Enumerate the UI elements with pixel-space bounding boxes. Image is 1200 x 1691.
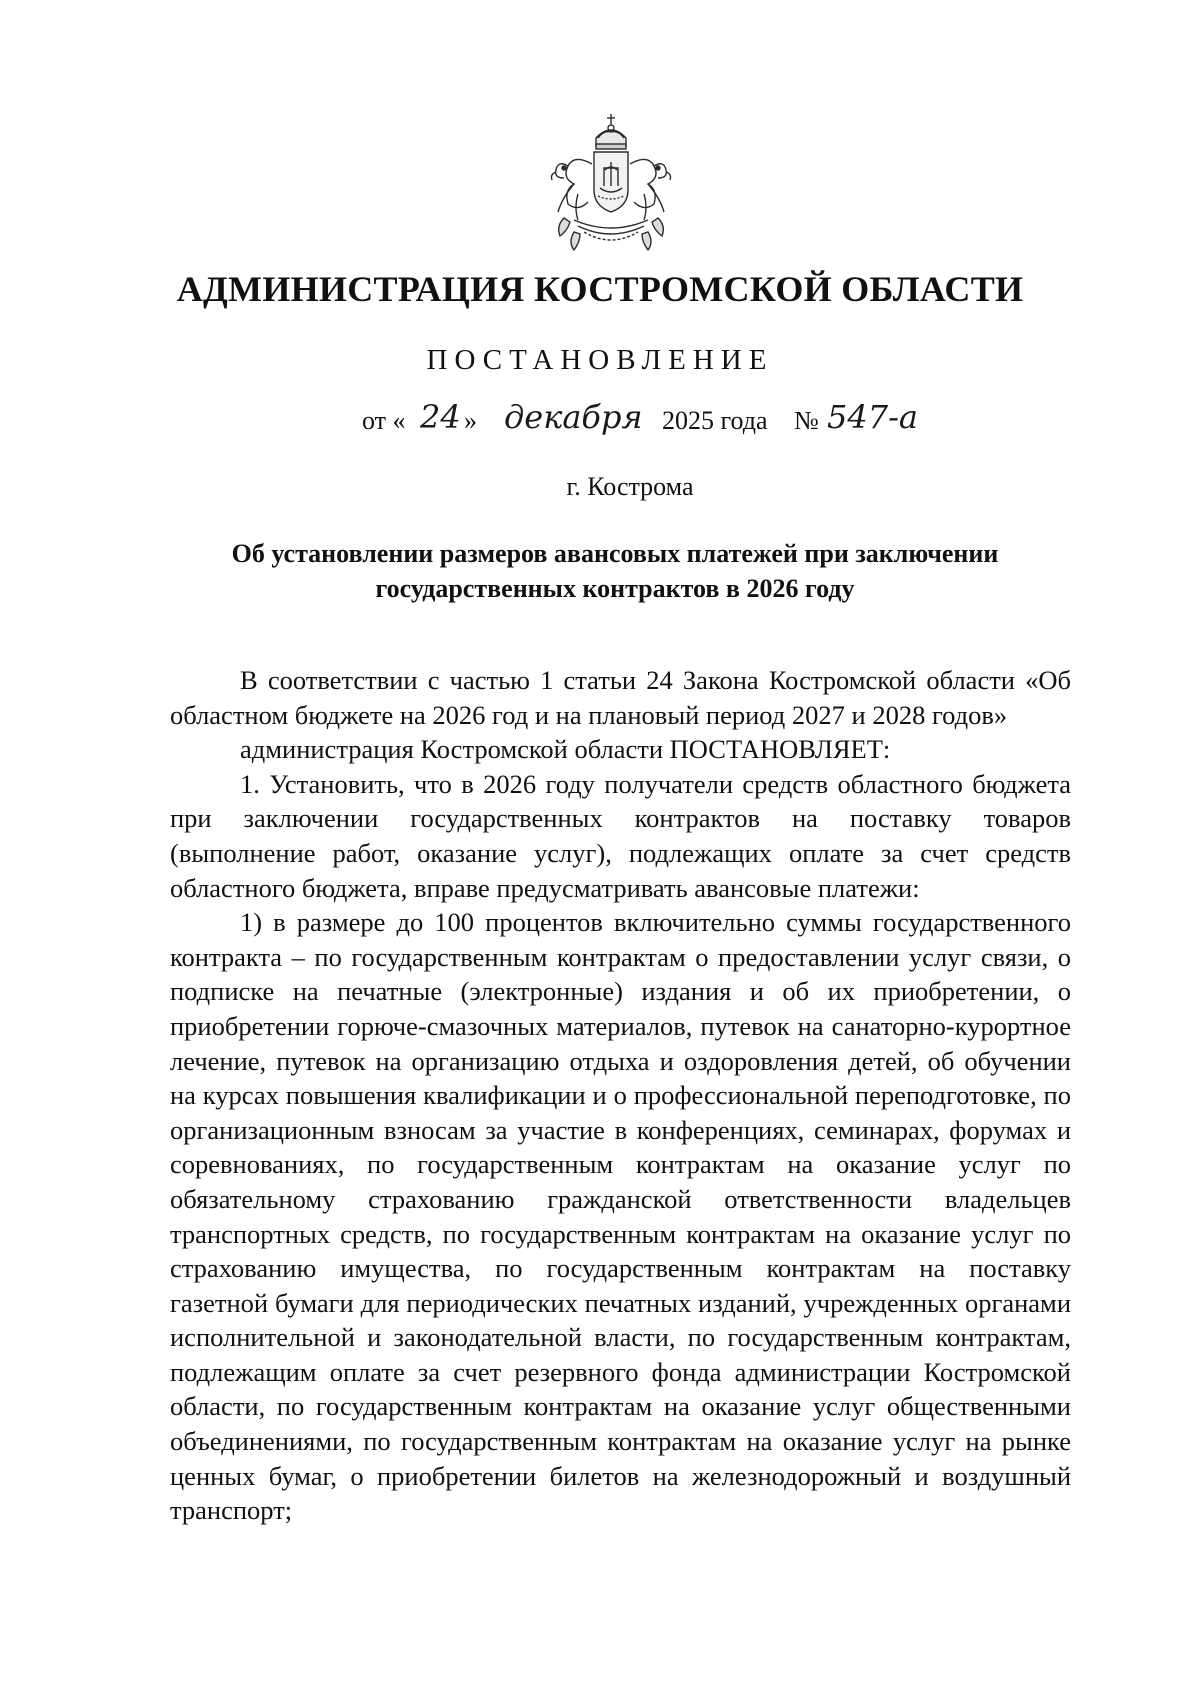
document-body <box>170 663 1071 1528</box>
paragraph-clause-1: 1. Установить, что в 2026 году получатели средств областного бюджета при заключении государственных контрактов на поставку товаров (выполнение работ, оказание услуг), подлежащих оплате за счет средств областного бюджета, вправе предусматривать авансовые платежи: <box>170 768 1071 903</box>
document-subject <box>180 536 1050 606</box>
date-prefix: от « <box>362 406 406 435</box>
date-number-line <box>362 398 1062 458</box>
city: г. Кострома <box>566 472 694 501</box>
coat-of-arms-icon <box>534 108 688 258</box>
date-day: 24 <box>420 398 461 436</box>
subject-line-2: государственных контрактов в 2026 году <box>375 574 855 603</box>
date-mid: » <box>464 406 477 435</box>
paragraph-preamble: В соответствии с частью 1 статьи 24 Закона Костромской области «Об областном бюджете на 2026 год и на плановый период 2027 и 2028 годов» <box>170 665 1071 730</box>
document-type: ПОСТАНОВЛЕНИЕ <box>426 344 774 376</box>
paragraph-resolves: администрация Костромской области ПОСТАНОВЛЯЕТ: <box>240 734 891 765</box>
number-prefix: № <box>794 406 819 435</box>
subject-line-1: Об установлении размеров авансовых платежей при заключении <box>231 539 999 568</box>
date-year: 2025 года <box>662 406 768 435</box>
document-number: 547-а <box>827 398 918 436</box>
issuing-authority: АДМИНИСТРАЦИЯ КОСТРОМСКОЙ ОБЛАСТИ <box>176 269 1024 309</box>
paragraph-subclause-1: 1) в размере до 100 процентов включительно суммы государственного контракта – по государственным контрактам о предоставлении услуг связи, о подписке на печатные (электронные) издания и об их приобретении, о приобретении горюче-смазочных материалов, путевок на санаторно-курортное лечение, путевок на организацию отдыха и оздоровления детей, об обучении на курсах повышения квалификации и о профессиональной переподготовке, по организационным взносам за участие в конференциях, семинарах, форумах и соревнованиях, по государственным контрактам на оказание услуг по обязательному страхованию гражданской ответственности владельцев транспортных средств, по государственным контрактам на оказание услуг по страхованию имущества, по государственным контрактам на поставку газетной бумаги для периодических печатных изданий, учрежденных органами исполнительной и законодательной власти, по государственным контрактам, подлежащим оплате за счет резервного фонда администрации Костромской области, по государственным контрактам на оказание услуг общественными объединениями, по государственным контрактам на оказание услуг на рынке ценных бумаг, о приобретении билетов на железнодорожный и воздушный транспорт; <box>170 907 1071 1526</box>
date-month: декабря <box>504 398 643 436</box>
city-line <box>0 472 1200 502</box>
